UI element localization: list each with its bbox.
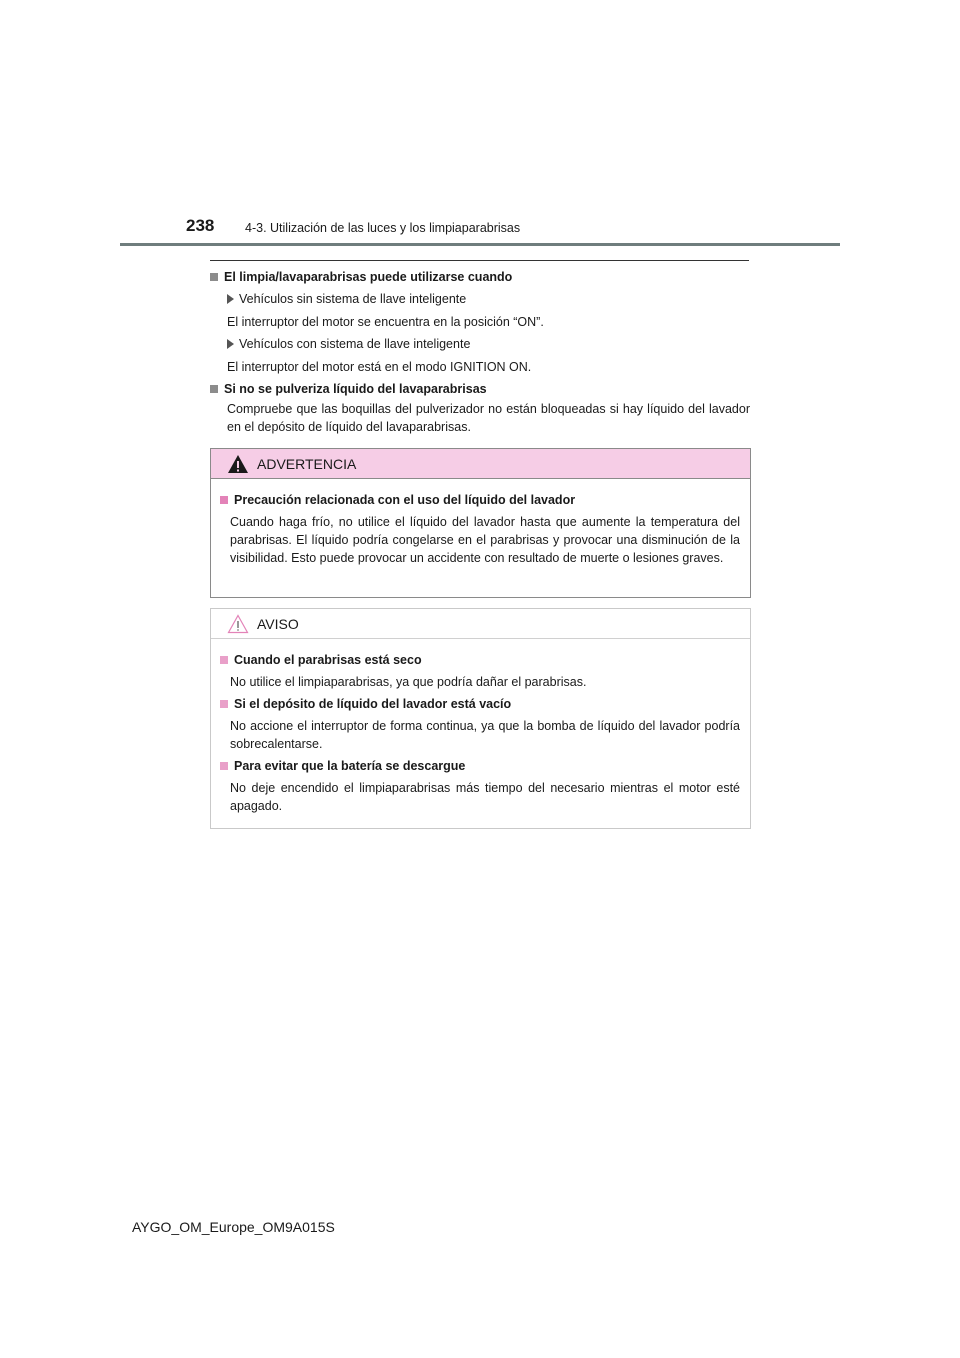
warning-heading bbox=[220, 491, 740, 509]
square-bullet-icon bbox=[220, 496, 228, 504]
sub-item-label: Vehículos con sistema de llave inteligente bbox=[239, 337, 471, 351]
warning-box bbox=[210, 448, 751, 598]
notice-heading bbox=[220, 695, 740, 713]
section-title: 4-3. Utilización de las luces y los limpiaparabrisas bbox=[245, 221, 521, 235]
notice-text: No utilice el limpiaparabrisas, ya que podría dañar el parabrisas. bbox=[230, 675, 587, 689]
notice-text: No deje encendido el limpiaparabrisas más tiempo del necesario mientras el motor esté apagado. bbox=[230, 781, 740, 813]
notice-heading-text: Si el depósito de líquido del lavador está vacío bbox=[234, 697, 512, 711]
warning-title: ADVERTENCIA bbox=[257, 455, 357, 472]
section-heading-text: El limpia/lavaparabrisas puede utilizarse cuando bbox=[224, 270, 513, 284]
section-heading bbox=[210, 268, 750, 286]
sub-item bbox=[227, 335, 750, 353]
header-rule bbox=[120, 243, 840, 246]
main-content bbox=[210, 268, 750, 436]
square-bullet-icon bbox=[210, 273, 218, 281]
sub-item-label: Vehículos sin sistema de llave inteligente bbox=[239, 292, 467, 306]
warning-heading-text: Precaución relacionada con el uso del líquido del lavador bbox=[234, 493, 576, 507]
paragraph: El interruptor del motor se encuentra en la posición “ON”. bbox=[227, 315, 544, 329]
triangle-bullet-icon bbox=[227, 339, 234, 349]
square-bullet-icon bbox=[220, 762, 228, 770]
notice-heading-text: Cuando el parabrisas está seco bbox=[234, 653, 422, 667]
warning-text: Cuando haga frío, no utilice el líquido del lavador hasta que aumente la temperatura del parabrisas. El líquido podría congelarse en el parabrisas y provocar una disminución de la visibilidad. Esto puede provocar un accidente con resultado de muerte o lesiones graves. bbox=[230, 515, 740, 565]
notice-box bbox=[210, 608, 751, 829]
square-bullet-icon bbox=[210, 385, 218, 393]
notice-heading bbox=[220, 757, 740, 775]
square-bullet-icon bbox=[220, 700, 228, 708]
warning-body bbox=[211, 479, 750, 567]
content-rule bbox=[210, 260, 749, 261]
page-number: 238 bbox=[186, 216, 215, 235]
notice-heading-text: Para evitar que la batería se descargue bbox=[234, 759, 466, 773]
notice-body bbox=[211, 639, 750, 815]
section-heading-text: Si no se pulveriza líquido del lavaparabrisas bbox=[224, 382, 487, 396]
notice-header bbox=[211, 609, 750, 639]
section-heading bbox=[210, 380, 750, 398]
warning-header bbox=[211, 449, 750, 479]
notice-title: AVISO bbox=[257, 615, 299, 632]
document-code: AYGO_OM_Europe_OM9A015S bbox=[132, 1219, 335, 1235]
notice-heading bbox=[220, 651, 740, 669]
warning-triangle-icon bbox=[227, 454, 249, 474]
sub-item bbox=[227, 290, 750, 308]
caution-triangle-outline-icon bbox=[227, 614, 249, 634]
notice-text: No accione el interruptor de forma continua, ya que la bomba de líquido del lavador podría sobrecalentarse. bbox=[230, 719, 740, 751]
paragraph: Compruebe que las boquillas del pulverizador no están bloqueadas si hay líquido del lavador en el depósito de líquido del lavaparabrisas. bbox=[227, 402, 750, 434]
triangle-bullet-icon bbox=[227, 294, 234, 304]
paragraph: El interruptor del motor está en el modo IGNITION ON. bbox=[227, 360, 532, 374]
square-bullet-icon bbox=[220, 656, 228, 664]
